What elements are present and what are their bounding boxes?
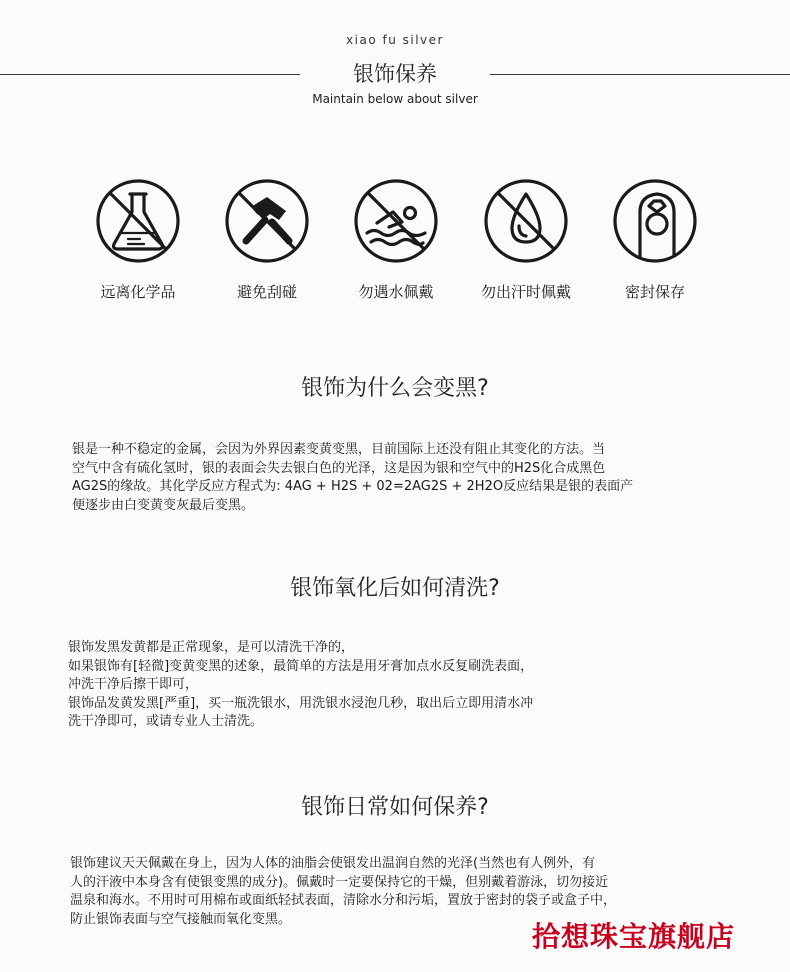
title-divider-right xyxy=(490,74,790,75)
section-body-why-tarnish xyxy=(72,441,633,515)
text-line: 冲洗干净后擦干即可， xyxy=(68,677,199,692)
no-sweat-icon xyxy=(483,178,569,264)
no-chemicals-icon xyxy=(95,178,181,264)
text-line: 银是一种不稳定的金属，会因为外界因素变黄变黑，目前国际上还没有阻止其变化的方法。当 xyxy=(72,442,606,457)
text-line: 洗干净即可，或请专业人士清洗。 xyxy=(68,714,264,729)
care-label: 勿出汗时佩戴 xyxy=(480,283,571,301)
care-label: 避免刮碰 xyxy=(236,283,297,301)
page-title: 银饰保养 xyxy=(353,62,437,86)
section-heading-daily-care: 银饰日常如何保养? xyxy=(301,795,489,820)
text-line: 如果银饰有[轻微]变黄变黑的述象，最简单的方法是用牙膏加点水反复刷洗表面， xyxy=(68,658,534,674)
text-line: 银饰建议天天佩戴在身上，因为人体的油脂会使银发出温润自然的光泽(当然也有人例外，有 xyxy=(70,856,596,871)
section-body-cleaning xyxy=(68,639,533,732)
text-line: 银饰品发黄发黑[严重]，买一瓶洗银水，用洗银水浸泡几秒，取出后立即用清水冲 xyxy=(68,695,534,711)
page-subtitle: Maintain below about silver xyxy=(312,92,478,106)
text-line: 温泉和海水。不用时可用棉布或面纸轻拭表面，清除水分和污垢，置放于密封的袋子或盒子中， xyxy=(70,893,617,908)
care-label: 远离化学品 xyxy=(100,283,176,301)
text-line: 防止银饰表面与空气接触而氧化变黑。 xyxy=(70,911,292,927)
no-bumping-icon xyxy=(224,178,310,264)
text-line: 空气中含有硫化氢时，银的表面会失去银白色的光泽，这是因为银和空气中的H2S化合成黑色 xyxy=(72,460,606,476)
no-swimming-icon xyxy=(353,178,439,264)
text-line: 便逐步由白变黄变灰最后变黑。 xyxy=(72,497,255,513)
care-label: 勿遇水佩戴 xyxy=(358,283,434,301)
sealed-storage-icon xyxy=(612,178,698,264)
title-row xyxy=(0,58,790,88)
section-heading-cleaning: 银饰氧化后如何清洗? xyxy=(290,576,500,601)
text-line: 人的汗液中本身含有使银变黑的成分)。佩戴时一定要保持它的干燥，但别戴着游泳，切勿接近 xyxy=(70,874,609,890)
text-line: AG2S的缘故。其化学反应方程式为: 4AG + H2S + 02=2AG2S + 2H2O反应结果是银的表面产 xyxy=(72,479,634,494)
section-heading-why-tarnish: 银饰为什么会变黑? xyxy=(301,376,489,401)
care-label: 密封保存 xyxy=(624,283,685,301)
store-stamp: 拾想珠宝旗舰店 xyxy=(532,920,736,953)
text-line: 银饰发黑发黄都是正常现象，是可以清洗干净的， xyxy=(68,640,355,655)
brand-name: xiao fu silver xyxy=(346,33,444,47)
